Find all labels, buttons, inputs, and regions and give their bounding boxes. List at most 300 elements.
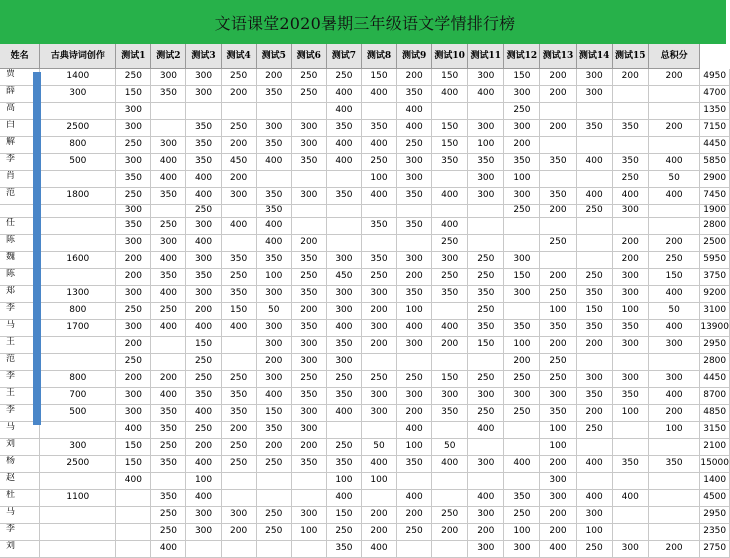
score-cell[interactable]: 400: [186, 319, 221, 336]
score-cell[interactable]: 200: [540, 86, 576, 103]
score-cell[interactable]: 300: [397, 171, 432, 188]
score-cell[interactable]: 300: [116, 234, 151, 251]
score-cell[interactable]: 250: [256, 455, 291, 472]
score-cell[interactable]: 200: [612, 69, 648, 86]
score-cell[interactable]: 100: [612, 302, 648, 319]
score-cell[interactable]: 450: [326, 268, 361, 285]
score-cell[interactable]: [432, 103, 468, 120]
score-cell[interactable]: 150: [504, 69, 540, 86]
score-cell[interactable]: [397, 472, 432, 489]
score-cell[interactable]: 350: [361, 120, 396, 137]
score-cell[interactable]: 300: [504, 251, 540, 268]
score-cell[interactable]: 2500: [40, 120, 116, 137]
score-cell[interactable]: [40, 205, 116, 218]
score-cell[interactable]: 350: [326, 120, 361, 137]
score-cell[interactable]: [116, 506, 151, 523]
score-cell[interactable]: 400: [648, 285, 700, 302]
score-cell[interactable]: 300: [612, 370, 648, 387]
total-score-cell[interactable]: 2800: [700, 353, 730, 370]
score-cell[interactable]: 150: [326, 506, 361, 523]
score-cell[interactable]: [648, 217, 700, 234]
total-score-cell[interactable]: 7450: [700, 188, 730, 205]
score-cell[interactable]: 300: [432, 251, 468, 268]
score-cell[interactable]: 250: [186, 421, 221, 438]
score-cell[interactable]: 250: [326, 69, 361, 86]
score-cell[interactable]: 100: [540, 421, 576, 438]
score-cell[interactable]: 400: [576, 489, 612, 506]
score-cell[interactable]: 300: [504, 120, 540, 137]
column-header[interactable]: 测试1: [116, 44, 151, 69]
score-cell[interactable]: 200: [397, 506, 432, 523]
score-cell[interactable]: [504, 302, 540, 319]
column-header[interactable]: 测试3: [186, 44, 221, 69]
score-cell[interactable]: 250: [221, 69, 256, 86]
total-score-cell[interactable]: 8700: [700, 387, 730, 404]
score-cell[interactable]: 300: [256, 319, 291, 336]
score-cell[interactable]: 250: [432, 268, 468, 285]
score-cell[interactable]: 300: [326, 302, 361, 319]
score-cell[interactable]: 1800: [40, 188, 116, 205]
score-cell[interactable]: 250: [116, 137, 151, 154]
total-score-cell[interactable]: 5850: [700, 154, 730, 171]
score-cell[interactable]: 200: [648, 69, 700, 86]
score-cell[interactable]: 300: [291, 188, 326, 205]
total-score-cell[interactable]: 9200: [700, 285, 730, 302]
score-cell[interactable]: 300: [504, 285, 540, 302]
score-cell[interactable]: 300: [256, 370, 291, 387]
score-cell[interactable]: 400: [468, 489, 504, 506]
score-cell[interactable]: [648, 353, 700, 370]
score-cell[interactable]: 300: [40, 438, 116, 455]
score-cell[interactable]: 100: [468, 137, 504, 154]
score-cell[interactable]: [221, 234, 256, 251]
score-cell[interactable]: 350: [361, 217, 396, 234]
score-cell[interactable]: 350: [221, 285, 256, 302]
score-cell[interactable]: [648, 489, 700, 506]
score-cell[interactable]: 300: [116, 285, 151, 302]
score-cell[interactable]: 100: [361, 472, 396, 489]
total-score-cell[interactable]: 13900: [700, 319, 730, 336]
total-score-cell[interactable]: 3100: [700, 302, 730, 319]
score-cell[interactable]: 1600: [40, 251, 116, 268]
score-cell[interactable]: 400: [326, 154, 361, 171]
score-cell[interactable]: 350: [432, 154, 468, 171]
score-cell[interactable]: 400: [186, 489, 221, 506]
total-score-cell[interactable]: 2750: [700, 540, 730, 557]
score-cell[interactable]: 400: [432, 188, 468, 205]
score-cell[interactable]: 400: [397, 421, 432, 438]
score-cell[interactable]: 400: [648, 188, 700, 205]
score-cell[interactable]: [540, 251, 576, 268]
score-cell[interactable]: 150: [648, 268, 700, 285]
score-cell[interactable]: 300: [612, 205, 648, 218]
score-cell[interactable]: 150: [432, 370, 468, 387]
score-cell[interactable]: 200: [221, 86, 256, 103]
score-cell[interactable]: 350: [612, 319, 648, 336]
score-cell[interactable]: 250: [576, 421, 612, 438]
score-cell[interactable]: 100: [326, 472, 361, 489]
score-cell[interactable]: 400: [151, 154, 186, 171]
score-cell[interactable]: [116, 489, 151, 506]
score-cell[interactable]: 350: [221, 251, 256, 268]
total-score-cell[interactable]: 4950: [700, 69, 730, 86]
score-cell[interactable]: 200: [221, 421, 256, 438]
score-cell[interactable]: 300: [468, 69, 504, 86]
score-cell[interactable]: 350: [221, 387, 256, 404]
score-cell[interactable]: 350: [291, 251, 326, 268]
score-cell[interactable]: [612, 421, 648, 438]
score-cell[interactable]: 350: [291, 154, 326, 171]
score-cell[interactable]: [40, 540, 116, 557]
score-cell[interactable]: 150: [116, 86, 151, 103]
score-cell[interactable]: 800: [40, 302, 116, 319]
score-cell[interactable]: 250: [326, 370, 361, 387]
total-score-cell[interactable]: 15000: [700, 455, 730, 472]
score-cell[interactable]: 400: [186, 455, 221, 472]
score-cell[interactable]: [612, 86, 648, 103]
score-cell[interactable]: 400: [221, 319, 256, 336]
score-cell[interactable]: [40, 353, 116, 370]
score-cell[interactable]: 400: [326, 489, 361, 506]
score-cell[interactable]: [468, 205, 504, 218]
score-cell[interactable]: 150: [186, 336, 221, 353]
score-cell[interactable]: 350: [256, 188, 291, 205]
score-cell[interactable]: 350: [116, 217, 151, 234]
score-cell[interactable]: 50: [648, 302, 700, 319]
score-cell[interactable]: [432, 421, 468, 438]
score-cell[interactable]: [151, 103, 186, 120]
score-cell[interactable]: [116, 540, 151, 557]
score-cell[interactable]: 200: [397, 268, 432, 285]
score-cell[interactable]: 200: [361, 506, 396, 523]
score-cell[interactable]: 250: [256, 506, 291, 523]
score-cell[interactable]: [361, 353, 396, 370]
score-cell[interactable]: [612, 137, 648, 154]
score-cell[interactable]: 400: [468, 86, 504, 103]
score-cell[interactable]: 200: [504, 137, 540, 154]
score-cell[interactable]: [504, 472, 540, 489]
score-cell[interactable]: 250: [576, 540, 612, 557]
score-cell[interactable]: 200: [221, 171, 256, 188]
score-cell[interactable]: 350: [326, 455, 361, 472]
score-cell[interactable]: 350: [397, 86, 432, 103]
score-cell[interactable]: 300: [116, 205, 151, 218]
score-cell[interactable]: 500: [40, 154, 116, 171]
score-cell[interactable]: 250: [221, 438, 256, 455]
score-cell[interactable]: 400: [432, 455, 468, 472]
score-cell[interactable]: [40, 268, 116, 285]
total-score-cell[interactable]: 2900: [700, 171, 730, 188]
score-cell[interactable]: 250: [291, 86, 326, 103]
score-cell[interactable]: 200: [291, 302, 326, 319]
score-cell[interactable]: 300: [116, 404, 151, 421]
score-cell[interactable]: 250: [221, 455, 256, 472]
score-cell[interactable]: 200: [256, 69, 291, 86]
score-cell[interactable]: 300: [291, 120, 326, 137]
score-cell[interactable]: 200: [648, 120, 700, 137]
score-cell[interactable]: [40, 336, 116, 353]
score-cell[interactable]: 350: [540, 319, 576, 336]
score-cell[interactable]: 400: [151, 540, 186, 557]
score-cell[interactable]: 250: [361, 268, 396, 285]
score-cell[interactable]: 100: [397, 438, 432, 455]
score-cell[interactable]: 250: [468, 302, 504, 319]
score-cell[interactable]: 400: [151, 251, 186, 268]
score-cell[interactable]: [221, 472, 256, 489]
score-cell[interactable]: [361, 489, 396, 506]
score-cell[interactable]: [291, 217, 326, 234]
score-cell[interactable]: [432, 205, 468, 218]
score-cell[interactable]: [612, 523, 648, 540]
score-cell[interactable]: 100: [256, 268, 291, 285]
score-cell[interactable]: 350: [612, 387, 648, 404]
score-cell[interactable]: 400: [326, 103, 361, 120]
score-cell[interactable]: 2500: [40, 455, 116, 472]
score-cell[interactable]: 200: [648, 234, 700, 251]
score-cell[interactable]: 350: [576, 120, 612, 137]
score-cell[interactable]: 200: [361, 523, 396, 540]
score-cell[interactable]: 100: [504, 336, 540, 353]
score-cell[interactable]: 300: [576, 506, 612, 523]
score-cell[interactable]: 200: [397, 404, 432, 421]
score-cell[interactable]: 400: [432, 319, 468, 336]
score-cell[interactable]: [576, 234, 612, 251]
score-cell[interactable]: 400: [648, 319, 700, 336]
score-cell[interactable]: [612, 472, 648, 489]
student-name-cell[interactable]: [0, 523, 40, 540]
score-cell[interactable]: [256, 171, 291, 188]
score-cell[interactable]: 350: [186, 268, 221, 285]
score-cell[interactable]: 350: [576, 319, 612, 336]
score-cell[interactable]: 500: [40, 404, 116, 421]
student-name-cell[interactable]: [0, 472, 40, 489]
score-cell[interactable]: 350: [397, 455, 432, 472]
score-cell[interactable]: 200: [361, 302, 396, 319]
score-cell[interactable]: [221, 353, 256, 370]
score-cell[interactable]: 300: [432, 387, 468, 404]
total-score-cell[interactable]: 7150: [700, 120, 730, 137]
score-cell[interactable]: 300: [397, 251, 432, 268]
score-cell[interactable]: 400: [256, 234, 291, 251]
score-cell[interactable]: 200: [432, 336, 468, 353]
column-header[interactable]: 测试15: [612, 44, 648, 69]
student-name-cell[interactable]: [0, 540, 40, 557]
score-cell[interactable]: [432, 171, 468, 188]
score-cell[interactable]: 300: [468, 540, 504, 557]
score-cell[interactable]: [40, 171, 116, 188]
score-cell[interactable]: 400: [151, 319, 186, 336]
score-cell[interactable]: 400: [256, 154, 291, 171]
score-cell[interactable]: [361, 234, 396, 251]
score-cell[interactable]: 250: [186, 370, 221, 387]
score-cell[interactable]: 200: [221, 523, 256, 540]
column-header[interactable]: 测试10: [432, 44, 468, 69]
score-cell[interactable]: 200: [116, 336, 151, 353]
score-cell[interactable]: 300: [540, 472, 576, 489]
score-cell[interactable]: [397, 353, 432, 370]
score-cell[interactable]: 300: [612, 268, 648, 285]
score-cell[interactable]: 250: [432, 234, 468, 251]
score-cell[interactable]: 350: [397, 188, 432, 205]
score-cell[interactable]: [291, 472, 326, 489]
score-cell[interactable]: 150: [504, 268, 540, 285]
score-cell[interactable]: 350: [186, 387, 221, 404]
score-cell[interactable]: [468, 234, 504, 251]
score-cell[interactable]: 350: [151, 268, 186, 285]
score-cell[interactable]: 200: [540, 523, 576, 540]
score-cell[interactable]: 300: [221, 506, 256, 523]
score-cell[interactable]: 400: [612, 489, 648, 506]
score-cell[interactable]: 200: [361, 336, 396, 353]
student-name-cell[interactable]: [0, 455, 40, 472]
score-cell[interactable]: 300: [151, 137, 186, 154]
score-cell[interactable]: [40, 472, 116, 489]
score-cell[interactable]: 250: [540, 285, 576, 302]
score-cell[interactable]: [40, 506, 116, 523]
score-cell[interactable]: 250: [116, 188, 151, 205]
score-cell[interactable]: [432, 472, 468, 489]
score-cell[interactable]: 300: [186, 86, 221, 103]
score-cell[interactable]: [432, 489, 468, 506]
score-cell[interactable]: 250: [151, 217, 186, 234]
score-cell[interactable]: 250: [151, 438, 186, 455]
total-score-cell[interactable]: 4450: [700, 370, 730, 387]
score-cell[interactable]: 350: [468, 319, 504, 336]
column-header[interactable]: 测试5: [256, 44, 291, 69]
score-cell[interactable]: 400: [576, 188, 612, 205]
score-cell[interactable]: [116, 523, 151, 540]
score-cell[interactable]: 400: [397, 489, 432, 506]
score-cell[interactable]: [576, 217, 612, 234]
score-cell[interactable]: 350: [326, 387, 361, 404]
score-cell[interactable]: 200: [576, 336, 612, 353]
score-cell[interactable]: 300: [397, 336, 432, 353]
score-cell[interactable]: [504, 438, 540, 455]
score-cell[interactable]: 250: [326, 523, 361, 540]
score-cell[interactable]: 250: [291, 268, 326, 285]
score-cell[interactable]: 300: [116, 120, 151, 137]
score-cell[interactable]: 350: [151, 421, 186, 438]
score-cell[interactable]: 200: [540, 120, 576, 137]
score-cell[interactable]: 250: [186, 353, 221, 370]
score-cell[interactable]: 400: [361, 188, 396, 205]
score-cell[interactable]: 350: [326, 540, 361, 557]
column-header[interactable]: 总积分: [648, 44, 700, 69]
score-cell[interactable]: 100: [504, 171, 540, 188]
score-cell[interactable]: 200: [116, 251, 151, 268]
score-cell[interactable]: 150: [432, 120, 468, 137]
score-cell[interactable]: 300: [116, 319, 151, 336]
score-cell[interactable]: 400: [151, 285, 186, 302]
total-score-cell[interactable]: 2100: [700, 438, 730, 455]
score-cell[interactable]: 250: [504, 506, 540, 523]
score-cell[interactable]: [151, 336, 186, 353]
score-cell[interactable]: 400: [116, 472, 151, 489]
score-cell[interactable]: 300: [468, 120, 504, 137]
score-cell[interactable]: 350: [576, 285, 612, 302]
score-cell[interactable]: [221, 336, 256, 353]
score-cell[interactable]: [468, 438, 504, 455]
score-cell[interactable]: 200: [432, 523, 468, 540]
score-cell[interactable]: 200: [468, 523, 504, 540]
score-cell[interactable]: 150: [116, 438, 151, 455]
score-cell[interactable]: 400: [186, 404, 221, 421]
score-cell[interactable]: [397, 205, 432, 218]
score-cell[interactable]: 200: [612, 251, 648, 268]
total-score-cell[interactable]: 2500: [700, 234, 730, 251]
score-cell[interactable]: 300: [186, 285, 221, 302]
score-cell[interactable]: [291, 103, 326, 120]
score-cell[interactable]: [540, 137, 576, 154]
score-cell[interactable]: [186, 103, 221, 120]
score-cell[interactable]: 200: [540, 455, 576, 472]
score-cell[interactable]: [432, 302, 468, 319]
column-header[interactable]: 测试8: [361, 44, 396, 69]
score-cell[interactable]: 300: [151, 234, 186, 251]
score-cell[interactable]: 350: [468, 154, 504, 171]
total-score-cell[interactable]: 1350: [700, 103, 730, 120]
score-cell[interactable]: 400: [576, 154, 612, 171]
score-cell[interactable]: 450: [221, 154, 256, 171]
score-cell[interactable]: 300: [326, 285, 361, 302]
score-cell[interactable]: 350: [186, 137, 221, 154]
student-name-cell[interactable]: [0, 438, 40, 455]
score-cell[interactable]: 300: [468, 188, 504, 205]
score-cell[interactable]: 350: [397, 217, 432, 234]
score-cell[interactable]: [576, 171, 612, 188]
score-cell[interactable]: 300: [468, 455, 504, 472]
score-cell[interactable]: [648, 472, 700, 489]
score-cell[interactable]: 250: [397, 523, 432, 540]
student-name-cell[interactable]: [0, 489, 40, 506]
score-cell[interactable]: 1300: [40, 285, 116, 302]
score-cell[interactable]: 300: [504, 540, 540, 557]
score-cell[interactable]: 200: [540, 506, 576, 523]
score-cell[interactable]: 300: [576, 69, 612, 86]
score-cell[interactable]: 250: [504, 370, 540, 387]
score-cell[interactable]: 100: [612, 404, 648, 421]
score-cell[interactable]: 350: [151, 489, 186, 506]
score-cell[interactable]: 300: [361, 387, 396, 404]
score-cell[interactable]: [256, 472, 291, 489]
score-cell[interactable]: [576, 472, 612, 489]
score-cell[interactable]: 350: [648, 455, 700, 472]
score-cell[interactable]: 300: [612, 336, 648, 353]
score-cell[interactable]: 400: [468, 421, 504, 438]
score-cell[interactable]: 200: [648, 404, 700, 421]
score-cell[interactable]: [540, 103, 576, 120]
score-cell[interactable]: 300: [291, 421, 326, 438]
score-cell[interactable]: 400: [326, 86, 361, 103]
score-cell[interactable]: 300: [40, 86, 116, 103]
score-cell[interactable]: [40, 103, 116, 120]
score-cell[interactable]: [504, 234, 540, 251]
score-cell[interactable]: 250: [540, 370, 576, 387]
score-cell[interactable]: [40, 523, 116, 540]
score-cell[interactable]: 400: [256, 387, 291, 404]
score-cell[interactable]: 50: [361, 438, 396, 455]
total-score-cell[interactable]: 4700: [700, 86, 730, 103]
column-header[interactable]: 测试4: [221, 44, 256, 69]
score-cell[interactable]: [361, 103, 396, 120]
score-cell[interactable]: 250: [151, 302, 186, 319]
score-cell[interactable]: 300: [291, 404, 326, 421]
score-cell[interactable]: 200: [291, 234, 326, 251]
score-cell[interactable]: 300: [291, 353, 326, 370]
score-cell[interactable]: 250: [612, 171, 648, 188]
score-cell[interactable]: 300: [256, 336, 291, 353]
score-cell[interactable]: 100: [576, 523, 612, 540]
